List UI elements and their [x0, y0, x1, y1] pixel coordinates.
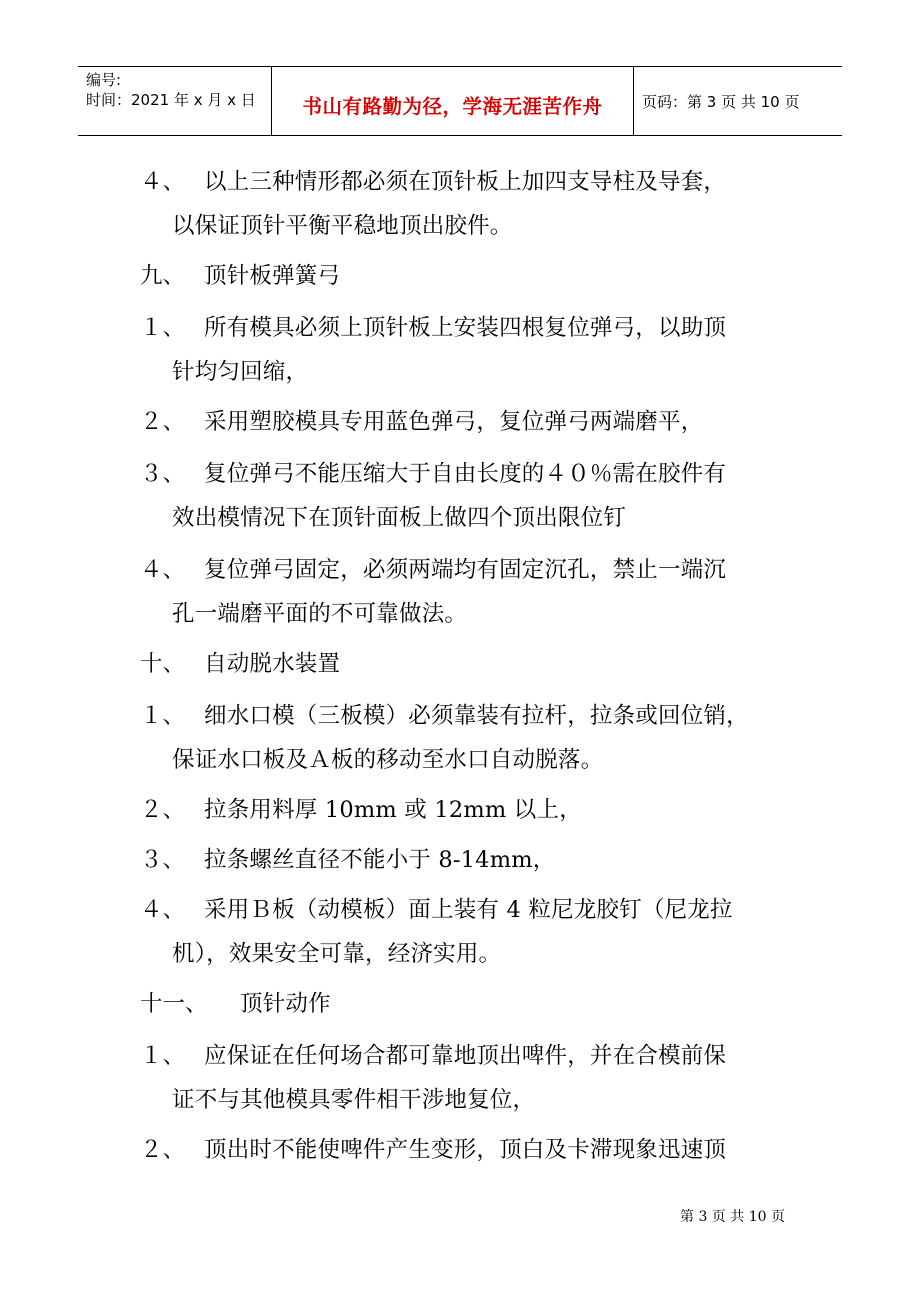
item-continuation-text: 证不与其他模具零件相干涉地复位， [172, 1087, 536, 1113]
date-label: 时间：2021 年 x 月 x 日 [86, 91, 256, 109]
item-text: 拉条螺丝直径不能小于 8-14mm， [204, 847, 556, 873]
item-number: ２、 [140, 797, 186, 823]
item-number: ４、 [140, 897, 186, 923]
item-text: 复位弹弓不能压缩大于自由长度的４０％需在胶件有 [204, 461, 727, 487]
item-number: ４、 [140, 169, 186, 195]
item-number: ３、 [140, 847, 186, 873]
item-text: 顶针板弹簧弓 [204, 263, 341, 289]
item-continuation-text: 保证水口板及Ａ板的移动至水口自动脱落。 [172, 747, 604, 773]
item-number: 九、 [140, 263, 186, 289]
item-continuation-text: 以保证顶针平衡平稳地顶出胶件。 [172, 213, 513, 239]
item-text: 采用Ｂ板（动模板）面上装有 4 粒尼龙胶钉（尼龙拉 [204, 897, 733, 923]
motto-text: 书山有路勤为径，学海无涯苦作舟 [302, 95, 603, 118]
item-text: 应保证在任何场合都可靠地顶出啤件，并在合模前保 [204, 1043, 727, 1069]
doc-number-label: 编号: [86, 71, 122, 89]
item-number: １、 [140, 315, 186, 341]
item-number: １、 [140, 703, 186, 729]
header-meta-cell [78, 67, 272, 135]
header-page-info: 页码：第 3 页 共 10 页 [642, 93, 800, 111]
item-text: 细水口模（三板模）必须靠装有拉杆，拉条或回位销， [204, 703, 749, 729]
item-number: ３、 [140, 461, 186, 487]
item-text: 顶针动作 [240, 991, 331, 1017]
item-continuation-text: 机），效果安全可靠，经济实用。 [172, 941, 502, 967]
item-number: ２、 [140, 1137, 186, 1163]
item-text: 顶出时不能使啤件产生变形，顶白及卡滞现象迅速顶 [204, 1137, 727, 1163]
item-text: 采用塑胶模具专用蓝色弹弓，复位弹弓两端磨平， [204, 409, 704, 435]
item-text: 拉条用料厚 10mm 或 12mm 以上， [204, 797, 582, 823]
item-number: ２、 [140, 409, 186, 435]
item-continuation-text: 效出模情况下在顶针面板上做四个顶出限位钉 [172, 505, 627, 531]
item-number: 十、 [140, 651, 186, 677]
item-text: 以上三种情形都必须在顶针板上加四支导柱及导套， [204, 169, 727, 195]
header-motto-cell [272, 67, 634, 135]
item-text: 复位弹弓固定，必须两端均有固定沉孔，禁止一端沉 [204, 557, 727, 583]
item-continuation-text: 针均匀回缩， [172, 359, 309, 385]
item-text: 自动脱水装置 [204, 651, 341, 677]
item-text: 所有模具必须上顶针板上安装四根复位弹弓，以助顶 [204, 315, 727, 341]
item-continuation-text: 孔一端磨平面的不可靠做法。 [172, 601, 468, 627]
header-page-cell [634, 67, 842, 135]
page-header [78, 66, 842, 136]
item-number: ４、 [140, 557, 186, 583]
page-footer: 第 3 页 共 10 页 [680, 1209, 785, 1225]
item-number: １、 [140, 1043, 186, 1069]
item-number: 十一、 [140, 991, 208, 1017]
